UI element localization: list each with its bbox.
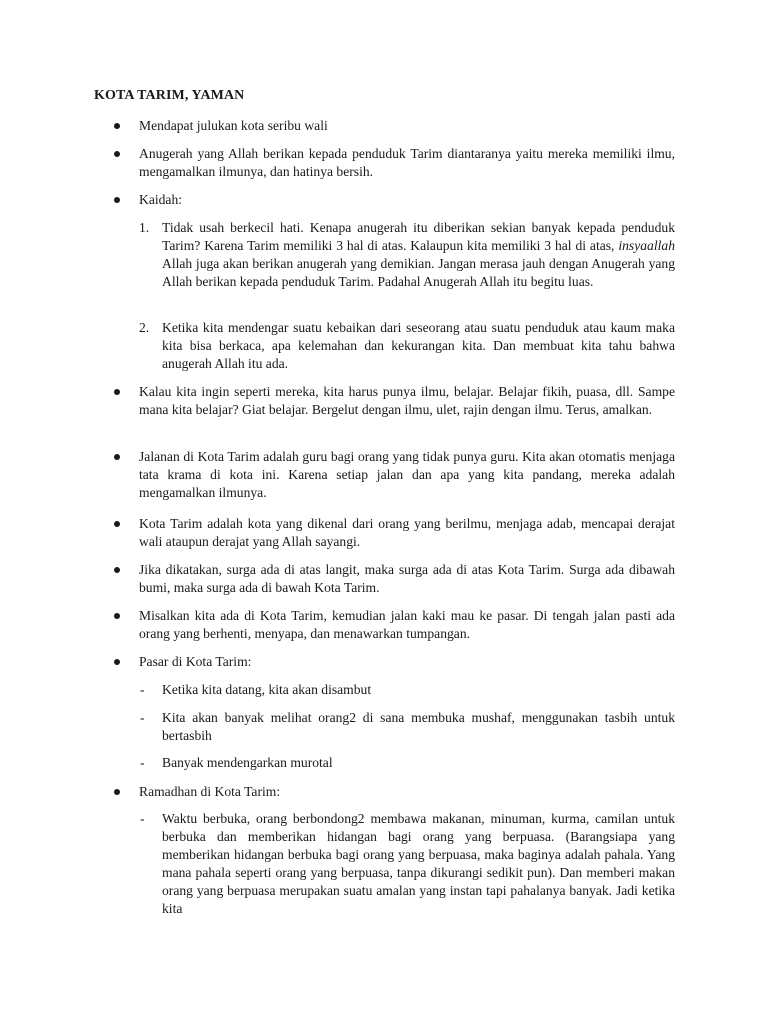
bullet-icon — [114, 789, 120, 795]
bullet-icon — [114, 659, 120, 665]
dash-text: Banyak mendengarkan murotal — [162, 755, 333, 770]
dash-marker: - — [140, 710, 145, 725]
dash-marker: - — [140, 811, 145, 826]
bullet-icon — [114, 521, 120, 527]
bullet-icon — [114, 151, 120, 157]
numbered-text — [162, 219, 675, 291]
dash-marker: - — [140, 682, 145, 697]
italic-text: insyaallah — [618, 238, 675, 253]
bullet-text: Kaidah: — [139, 192, 183, 207]
bullet-icon — [114, 123, 120, 129]
dash-text: Kita akan banyak melihat orang2 di sana membuka mushaf, menggunakan tasbih untuk bertasbih — [162, 710, 675, 743]
bullet-icon — [114, 454, 120, 460]
dash-marker: - — [140, 755, 145, 770]
item-number: 2. — [139, 320, 150, 335]
bullet-text: Jalanan di Kota Tarim adalah guru bagi orang yang tidak punya guru. Kita akan otomatis menjaga tata krama di kota ini. Karena setiap jalan dan apa yang kita pandang, mereka adalah mengamalkan ilmunya. — [139, 449, 675, 500]
document-title: KOTA TARIM, YAMAN — [94, 88, 245, 103]
dash-text: Waktu berbuka, orang berbondong2 membawa makanan, minuman, kurma, camilan untuk berbuka dan memberikan hidangan bagi orang yang berpuasa. (Barangsiapa yang memberikan hidangan berbuka bagi orang yang berpuasa, maka baginya adalah pahala. Yang mana pahala seperti orang yang berpuasa, tanpa dikurangi sedikit pun). Dan memberi makan orang yang berpuasa merupakan suatu amalan yang instan tapi pahalanya banyak. Jadi ketika kita — [162, 811, 675, 916]
bullet-text: Kota Tarim adalah kota yang dikenal dari orang yang berilmu, menjaga adab, mencapai derajat wali ataupun derajat yang Allah sayangi. — [139, 516, 675, 549]
bullet-text: Jika dikatakan, surga ada di atas langit, maka surga ada di atas Kota Tarim. Surga ada dibawah bumi, maka surga ada di bawah Kota Tarim. — [139, 562, 675, 595]
item-number: 1. — [139, 220, 150, 235]
bullet-text: Ramadhan di Kota Tarim: — [139, 784, 281, 799]
bullet-text: Misalkan kita ada di Kota Tarim, kemudian jalan kaki mau ke pasar. Di tengah jalan pasti ada orang yang berhenti, menyapa, dan menawarkan tumpangan. — [139, 608, 675, 641]
dash-text: Ketika kita datang, kita akan disambut — [162, 682, 372, 697]
bullet-icon — [114, 613, 120, 619]
bullet-icon — [114, 567, 120, 573]
bullet-icon — [114, 197, 120, 203]
bullet-text: Anugerah yang Allah berikan kepada penduduk Tarim diantaranya yaitu mereka memiliki ilmu, mengamalkan ilmunya, dan hatinya bersih. — [139, 146, 675, 179]
bullet-text: Mendapat julukan kota seribu wali — [139, 118, 328, 133]
bullet-text: Pasar di Kota Tarim: — [139, 654, 252, 669]
text-span: Tidak usah berkecil hati. Kenapa anugerah itu diberikan sekian banyak kepada penduduk Tarim? Karena Tarim memiliki 3 hal di atas. Kalaupun kita memiliki 3 hal di atas, — [162, 220, 675, 253]
bullet-text: Kalau kita ingin seperti mereka, kita harus punya ilmu, belajar. Belajar fikih, puasa, dll. Sampe mana kita belajar? Giat belajar. Bergelut dengan ilmu, ulet, rajin dengan ilmu. Terus, amalkan. — [139, 384, 675, 417]
text-span: Allah juga akan berikan anugerah yang demikian. Jangan merasa jauh dengan Anugerah yang Allah berikan kepada penduduk Tarim. Padahal Anugerah Allah itu begitu luas. — [162, 256, 675, 289]
bullet-icon — [114, 389, 120, 395]
numbered-text: Ketika kita mendengar suatu kebaikan dari seseorang atau suatu penduduk atau kaum maka kita bisa berkaca, apa kelemahan dan kekurangan kita. Dan membuat kita tahu bahwa anugerah Allah itu ada. — [162, 320, 675, 371]
